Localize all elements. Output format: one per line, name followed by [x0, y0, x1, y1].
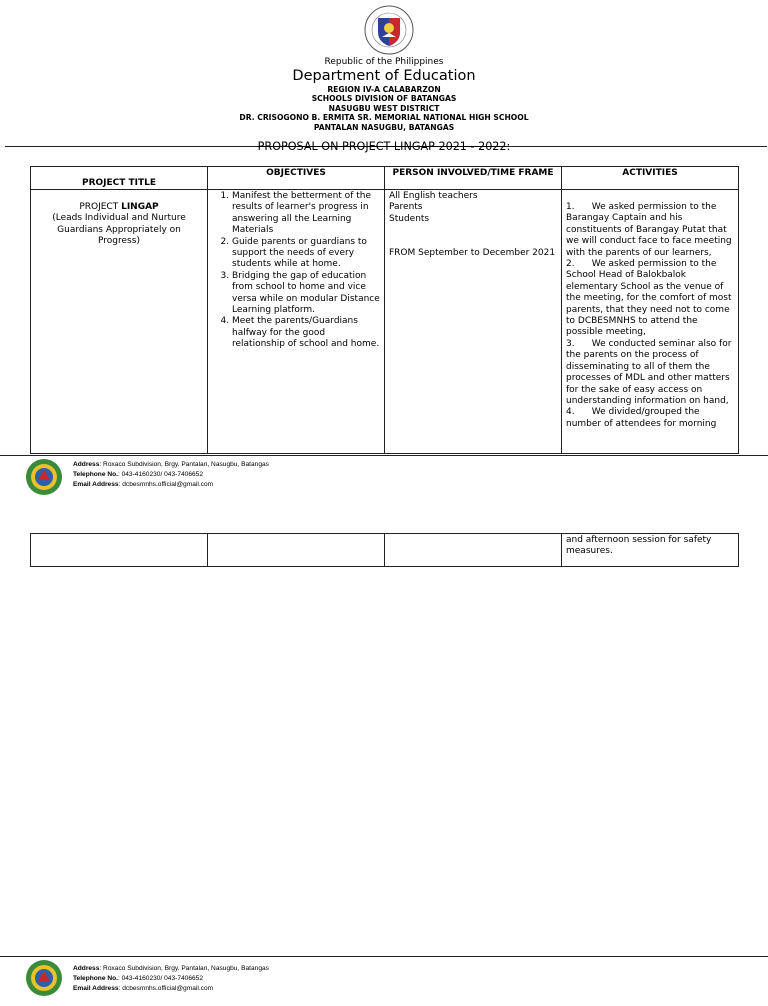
- activity-item: 1. We asked permission to the Barangay Captain and his constituents of Barangay Putat that we will conduct face to face meeting with the parents of our learners,: [566, 202, 732, 258]
- project-title-cell: [31, 190, 208, 454]
- time-frame: FROM September to December 2021: [389, 248, 556, 259]
- project-name: LINGAP: [121, 202, 159, 212]
- objectives-list: [212, 191, 380, 351]
- proposal-title-suffix: :: [506, 140, 511, 153]
- proposal-table-continued: [30, 533, 739, 567]
- school-logo: [25, 458, 63, 496]
- footer-address-label: Address: [73, 965, 100, 972]
- persons-cell-cont: [385, 534, 562, 567]
- project-title-cell-cont: [31, 534, 208, 567]
- page-footer-divider: [0, 455, 768, 456]
- region-label: REGION IV-A CALABARZON: [327, 85, 441, 94]
- district-label: NASUGBU WEST DISTRICT: [328, 104, 440, 113]
- republic-label: Republic of the Philippines: [324, 57, 444, 67]
- table-header-row: [31, 167, 739, 190]
- objectives-cell-cont: [208, 534, 385, 567]
- activity-item: 2. We asked permission to the School Head of Balokbalok elementary School as the venue of the meeting, for the comfort of most parents, that they need not to come to DCBESMNHS to attend the possible meeting,: [566, 259, 732, 338]
- division-label: SCHOOLS DIVISION OF BATANGAS: [311, 94, 457, 103]
- activity-item: 4. We divided/grouped the number of attendees for morning: [566, 407, 717, 429]
- footer-address: : Roxaco Subdivision, Brgy. Pantalan, Nasugbu, Batangas: [99, 965, 269, 972]
- objective-item: 1. Manifest the betterment of the results of learner's progress in answering all the Learning Materials: [232, 191, 380, 237]
- proposal-table: [30, 166, 739, 454]
- footer-email-label: Email Address: [73, 481, 119, 489]
- footer-phone: : 043-4160230/ 043-7406652: [117, 975, 203, 983]
- person-item: All English teachers: [389, 191, 478, 201]
- person-item: Parents: [389, 202, 423, 213]
- footer-address-label: Address: [73, 461, 100, 468]
- objective-item: 3. Bridging the gap of education from school to home and vice versa while on modular Distance Learning platform.: [232, 271, 380, 317]
- school-logo: [25, 959, 63, 997]
- activity-item-continued: and afternoon session for safety measures.: [562, 534, 739, 567]
- project-description: (Leads Individual and Nurture Guardians Appropriately on Progress): [52, 213, 186, 247]
- header-person-involved: PERSON INVOLVED/TIME FRAME: [385, 167, 562, 190]
- objective-item: 2. Guide parents or guardians to support the needs of every students while at home.: [232, 237, 380, 271]
- deped-seal-logo: [364, 4, 414, 56]
- footer-address: : Roxaco Subdivision, Brgy. Pantalan, Nasugbu, Batangas: [99, 461, 269, 468]
- activity-item: 3. We conducted seminar also for the parents on the process of disseminating to all of them the processes of MDL and other matters for the sake of easy access on understanding information on hand,: [566, 338, 732, 406]
- header-project-title: PROJECT TITLE: [31, 167, 208, 190]
- footer-email: : dcbesmnhs.official@gmail.com: [118, 481, 214, 489]
- persons-cell: [385, 190, 562, 454]
- activities-cell: [562, 190, 739, 454]
- school-name: DR. CRISOGONO B. ERMITA SR. MEMORIAL NATIONAL HIGH SCHOOL: [239, 113, 529, 122]
- project-prefix: PROJECT: [79, 202, 122, 212]
- footer-contact: [73, 964, 269, 995]
- proposal-title: [0, 140, 768, 153]
- footer-phone: : 043-4160230/ 043-7406652: [117, 471, 203, 479]
- footer-email: : dcbesmnhs.official@gmail.com: [118, 985, 214, 993]
- footer-phone-label: Telephone No.: [73, 975, 118, 983]
- objectives-cell: [208, 190, 385, 454]
- page-footer-divider: [0, 956, 768, 957]
- table-row: [31, 534, 739, 567]
- school-location: PANTALAN NASUGBU, BATANGAS: [313, 123, 455, 132]
- proposal-title-text: PROPOSAL ON PROJECT LINGAP 2021 - 2022: [257, 140, 507, 153]
- header-objectives: OBJECTIVES: [208, 167, 385, 190]
- footer-contact: [73, 460, 269, 491]
- footer-email-label: Email Address: [73, 985, 119, 993]
- footer-phone-label: Telephone No.: [73, 471, 118, 479]
- department-title: Department of Education: [292, 68, 476, 84]
- table-row: [31, 190, 739, 454]
- header-activities: ACTIVITIES: [562, 167, 739, 190]
- project-name-line: [35, 202, 203, 213]
- objective-item: 4. Meet the parents/Guardians halfway for the good relationship of school and home.: [232, 316, 380, 350]
- person-item: Students: [389, 213, 430, 224]
